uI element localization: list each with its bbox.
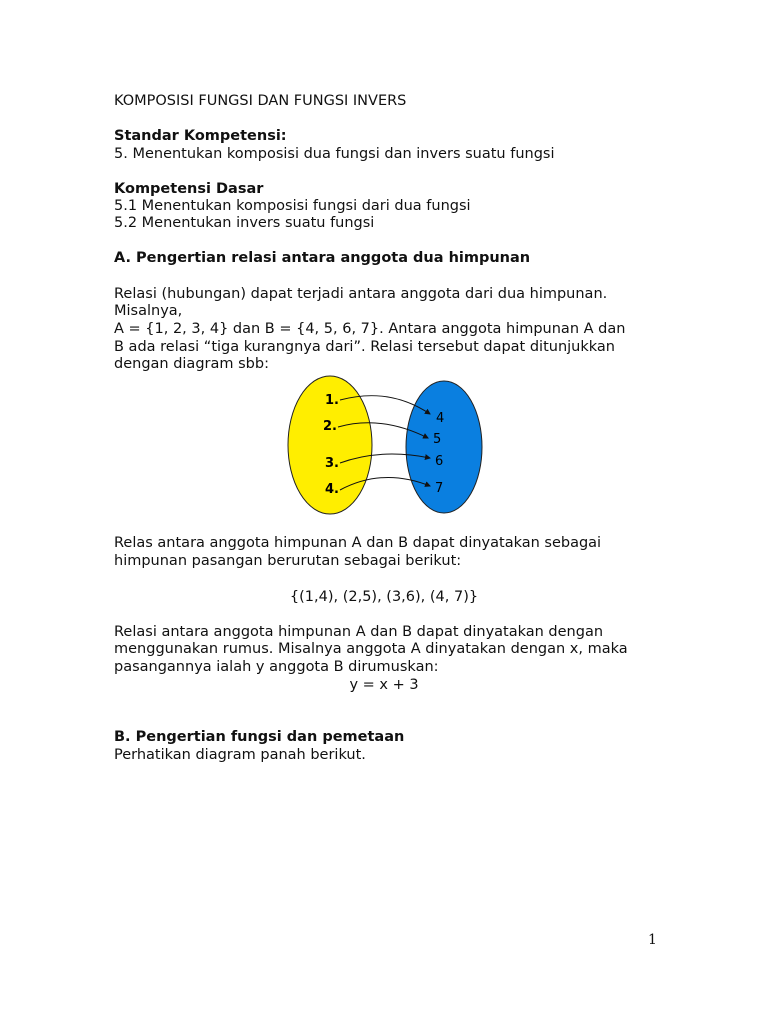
paragraph-line: Relasi (hubungan) dapat terjadi antara anggota dari dua himpunan.	[114, 286, 608, 302]
relation-diagram	[280, 372, 490, 520]
kompetensi-item: 5.1 Menentukan komposisi fungsi dari dua fungsi	[114, 198, 471, 214]
paragraph-line: Perhatikan diagram panah berikut.	[114, 747, 366, 763]
kompetensi-item: 5.2 Menentukan invers suatu fungsi	[114, 215, 375, 231]
section-b-heading: B. Pengertian fungsi dan pemetaan	[114, 729, 405, 745]
set-b-label: 5	[433, 432, 442, 447]
set-a-label: 3.	[325, 456, 339, 471]
set-b-label: 6	[435, 454, 444, 469]
set-b-label: 4	[436, 411, 445, 426]
set-b-label: 7	[435, 481, 444, 496]
kompetensi-heading: Kompetensi Dasar	[114, 181, 264, 197]
paragraph-line: menggunakan rumus. Misalnya anggota A dinyatakan dengan x, maka	[114, 641, 628, 657]
paragraph-line: dengan diagram sbb:	[114, 356, 269, 372]
section-a-heading: A. Pengertian relasi antara anggota dua himpunan	[114, 250, 531, 266]
paragraph-line: pasangannya ialah y anggota B dirumuskan:	[114, 659, 439, 675]
set-a-label: 1.	[325, 393, 339, 408]
set-b-ellipse	[406, 381, 482, 513]
standar-heading: Standar Kompetensi:	[114, 128, 287, 144]
formula: y = x + 3	[349, 677, 419, 693]
ordered-pairs: {(1,4), (2,5), (3,6), (4, 7)}	[289, 589, 479, 605]
page-number: 1	[648, 932, 657, 948]
set-a-label: 2.	[323, 419, 337, 434]
paragraph-line: Misalnya,	[114, 303, 183, 319]
paragraph-line: B ada relasi “tiga kurangnya dari”. Relasi tersebut dapat ditunjukkan	[114, 339, 615, 355]
set-a-label: 4.	[325, 482, 339, 497]
paragraph-line: himpunan pasangan berurutan sebagai berikut:	[114, 553, 462, 569]
document-title: KOMPOSISI FUNGSI DAN FUNGSI INVERS	[114, 93, 407, 109]
standar-item: 5. Menentukan komposisi dua fungsi dan invers suatu fungsi	[114, 146, 555, 162]
paragraph-line: A = {1, 2, 3, 4} dan B = {4, 5, 6, 7}. Antara anggota himpunan A dan	[114, 321, 626, 337]
paragraph-line: Relasi antara anggota himpunan A dan B dapat dinyatakan dengan	[114, 624, 604, 640]
paragraph-line: Relas antara anggota himpunan A dan B dapat dinyatakan sebagai	[114, 535, 602, 551]
